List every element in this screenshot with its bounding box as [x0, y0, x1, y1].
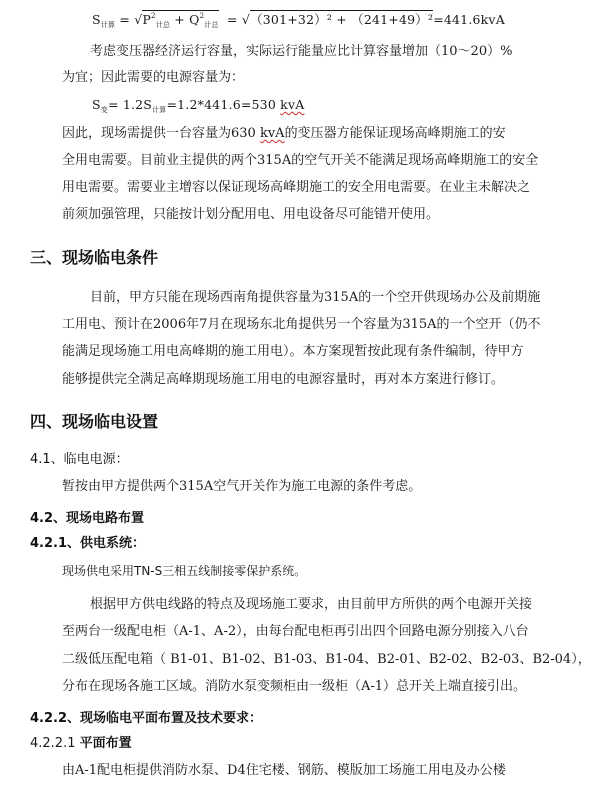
section-4-2-2-1-text: 由A-1配电柜提供消防水泵、D4住宅楼、钢筋、模版加工场施工用电及办公楼	[62, 763, 506, 778]
formula-q-sup: 2	[199, 12, 205, 20]
section-4-2-1-para-line-1: 根据甲方供电线路的特点及现场施工要求，由目前甲方所供的两个电源开关接	[90, 597, 533, 612]
formula-apparent-power	[92, 8, 505, 33]
section-4-2-2-heading: 4.2.2、现场临电平面布置及技术要求：	[30, 711, 263, 726]
section-4-1-text: 暂按由甲方提供两个315A空气开关作为施工电源的条件考虑。	[62, 479, 422, 494]
formula2-lhs: S	[92, 97, 101, 112]
formula-radicand	[142, 10, 218, 27]
formula-p-sub: 计总	[155, 21, 171, 29]
sqrt-icon: √	[134, 12, 143, 27]
formula-equals-2: =	[227, 12, 238, 27]
section-3-line-1: 目前，甲方只能在现场西南角提供容量为315A的一个空开供现场办公及前期施	[90, 290, 541, 305]
paragraph-transformer-line-1: 考虑变压器经济运行容量，实际运行能量应比计算容量增加（10～20）%	[90, 44, 513, 59]
section-4-1-heading: 4.1、临电电源：	[30, 452, 129, 467]
formula-transformer-capacity	[92, 97, 304, 118]
section-4-2-1-heading: 4.2.1、供电系统：	[30, 536, 146, 551]
paragraph-conclusion-line-2: 全用电需要。目前业主提供的两个315A的空气开关不能满足现场高峰期施工的安全	[62, 153, 539, 168]
formula2-factor: = 1.2S	[107, 97, 153, 112]
formula2-lhs-sub: 变	[100, 106, 108, 114]
conclusion-text-end: 的变压器方能保证现场高峰期施工的安	[284, 126, 506, 141]
section-4-2-1-text: 现场供电采用TN-S三相五线制接零保护系统。	[62, 564, 307, 578]
formula-p-sup: 2	[151, 12, 156, 20]
formula-q-sub: 计总	[204, 21, 219, 29]
section-3-line-4: 能够提供完全满足高峰期现场施工用电的电源容量时，再对本方案进行修订。	[62, 372, 505, 387]
paragraph-conclusion-line-1	[62, 126, 506, 142]
formula2-mid-sub: 计算	[152, 106, 167, 114]
formula-equals: =	[119, 12, 131, 27]
conclusion-unit: kvA	[259, 126, 285, 141]
section-4-2-heading: 4.2、现场电路布置	[30, 511, 145, 526]
paragraph-conclusion-line-3: 用电需要。需要业主增容以保证现场高峰期施工的安全用电需要。在业主未解决之	[62, 180, 531, 195]
section-3-line-3: 能满足现场施工用电高峰期的施工用电）。本方案现暂按此现有条件编制，待甲方	[62, 344, 524, 359]
formula2-unit: kvA	[280, 97, 305, 112]
conclusion-text: 因此，现场需提供一台容量为630	[62, 126, 260, 141]
section-4-2-2-1-heading	[30, 736, 132, 752]
section-3-heading: 三、现场临电条件	[30, 248, 159, 267]
section-4-2-1-para-line-3: 二级低压配电箱（ B1-01、B1-02、B1-03、B1-04、B2-01、B2-02、B2-03、B2-04），	[62, 652, 591, 667]
formula-p: P	[142, 12, 152, 27]
paragraph-transformer-line-2: 为宜；因此需要的电源容量为：	[62, 70, 245, 85]
formula-lhs-subscript: 计算	[100, 21, 116, 29]
section-4-2-1-para-line-4: 分布在现场各施工区域。消防水泵变频柜由一级柜（A-1）总开关上端直接引出。	[62, 679, 527, 694]
formula-q: Q	[189, 12, 200, 27]
formula-root-expression: （301+32）² + （241+49）²	[250, 12, 434, 27]
formula-plus: +	[174, 12, 185, 27]
paragraph-conclusion-line-4: 前须加强管理，只能按计划分配用电、用电设备尽可能错开使用。	[62, 207, 440, 222]
section-4-2-2-1-title: 平面布置	[79, 736, 132, 751]
section-4-heading: 四、现场临电设置	[30, 412, 159, 431]
section-4-2-2-1-number: 4.2.2.1	[30, 736, 80, 751]
formula2-calc: =1.2*441.6=530	[166, 97, 281, 112]
sqrt-icon: √	[241, 12, 251, 27]
formula-lhs: S	[92, 12, 101, 27]
formula-result: =441.6kvA	[433, 12, 505, 27]
section-3-line-2: 工用电、预计在2006年7月在现场东北角提供另一个容量为315A的一个空开（仍不	[62, 317, 541, 332]
section-4-2-1-para-line-2: 至两台一级配电柜（A-1、A-2），由每台配电柜再引出四个回路电源分别接入八台	[62, 624, 529, 639]
